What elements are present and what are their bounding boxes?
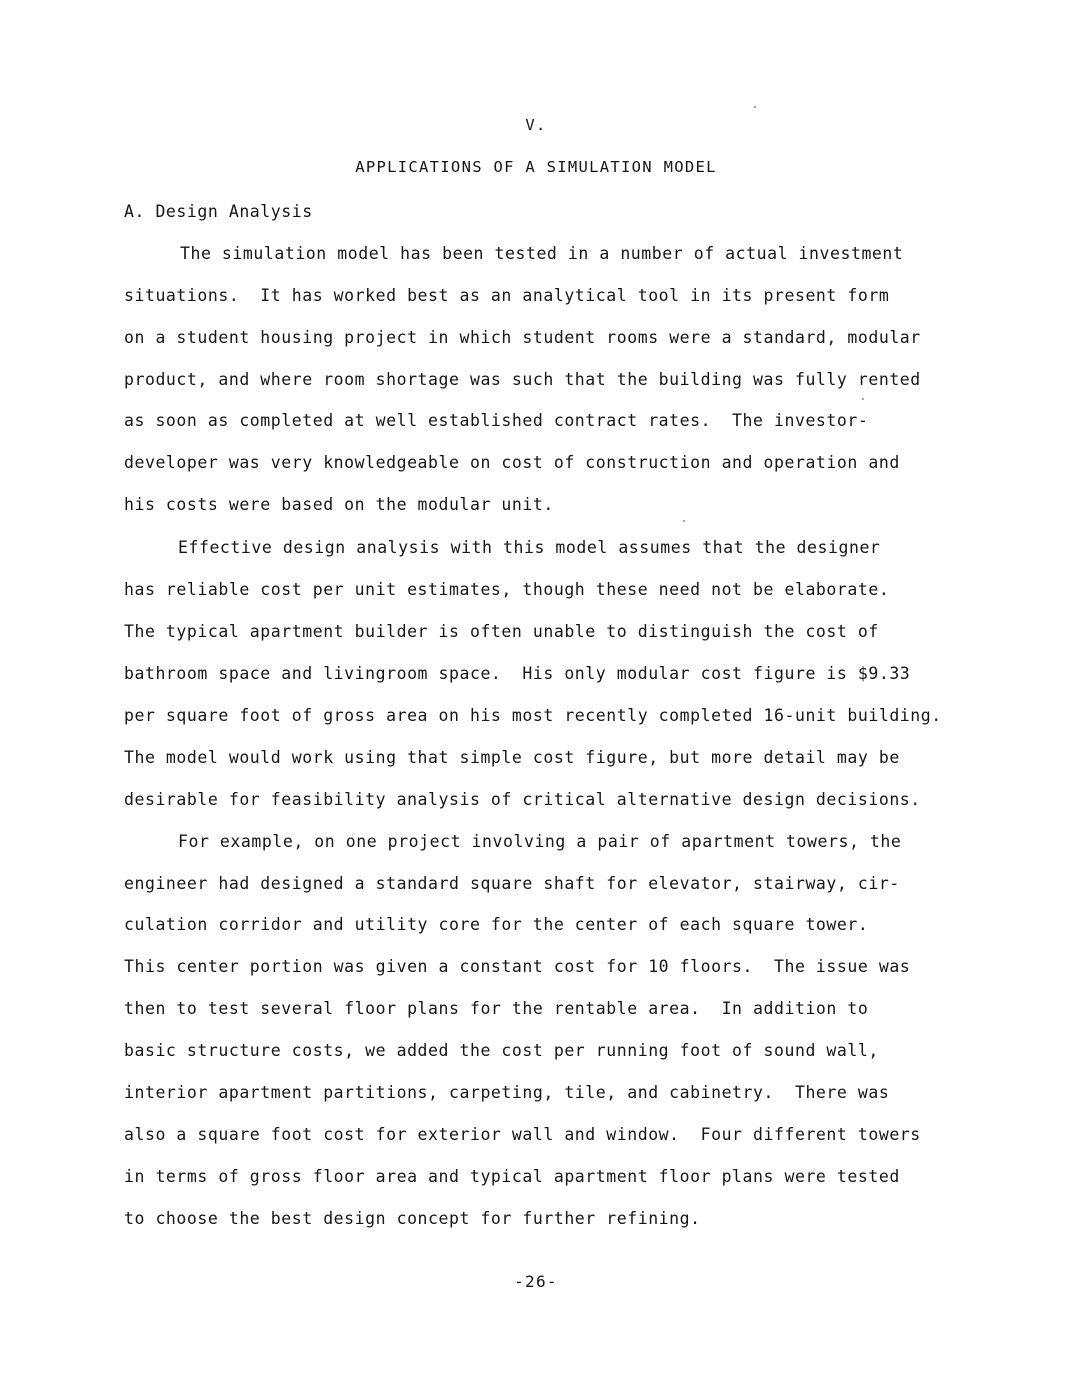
scan-speck (683, 520, 685, 522)
paragraph-line: bathroom space and livingroom space. His only modular cost figure is $9.33 (124, 664, 911, 683)
paragraph-line: as soon as completed at well established contract rates. The investor- (124, 411, 869, 430)
paragraph-line: product, and where room shortage was such that the building was fully rented (124, 370, 921, 389)
paragraph-line: basic structure costs, we added the cost per running foot of sound wall, (124, 1041, 879, 1060)
paragraph-line: in terms of gross floor area and typical apartment floor plans were tested (124, 1167, 900, 1186)
page-number: -26- (514, 1272, 558, 1291)
paragraph-line: The simulation model has been tested in a number of actual investment (180, 244, 904, 263)
paragraph-line: For example, on one project involving a pair of apartment towers, the (178, 832, 902, 851)
paragraph-line: then to test several floor plans for the rentable area. In addition to (124, 999, 869, 1018)
paragraph-line: This center portion was given a constant cost for 10 floors. The issue was (124, 957, 911, 976)
paragraph-line: situations. It has worked best as an analytical tool in its present form (124, 286, 890, 305)
paragraph-line: to choose the best design concept for further refining. (124, 1209, 701, 1228)
chapter-number: V. (525, 116, 547, 134)
paragraph-line: on a student housing project in which student rooms were a standard, modular (124, 328, 921, 347)
paragraph-line: has reliable cost per unit estimates, though these need not be elaborate. (124, 580, 890, 599)
paragraph-line: desirable for feasibility analysis of critical alternative design decisions. (124, 790, 921, 809)
paragraph-line: The typical apartment builder is often unable to distinguish the cost of (124, 622, 879, 641)
scan-speck (862, 398, 864, 400)
paragraph-line: The model would work using that simple cost figure, but more detail may be (124, 748, 900, 767)
section-heading: A. Design Analysis (124, 202, 313, 221)
paragraph-line: engineer had designed a standard square shaft for elevator, stairway, cir- (124, 874, 900, 893)
paragraph-line: his costs were based on the modular unit. (124, 495, 554, 514)
paragraph-line: also a square foot cost for exterior wall and window. Four different towers (124, 1125, 921, 1144)
paragraph-line: culation corridor and utility core for the center of each square tower. (124, 915, 869, 934)
paragraph-line: interior apartment partitions, carpeting, tile, and cabinetry. There was (124, 1083, 890, 1102)
chapter-title: APPLICATIONS OF A SIMULATION MODEL (355, 158, 717, 176)
paragraph-line: developer was very knowledgeable on cost of construction and operation and (124, 453, 900, 472)
paragraph-line: Effective design analysis with this model assumes that the designer (178, 538, 881, 557)
paragraph-line: per square foot of gross area on his most recently completed 16-unit building. (124, 706, 942, 725)
scan-speck (754, 106, 756, 108)
